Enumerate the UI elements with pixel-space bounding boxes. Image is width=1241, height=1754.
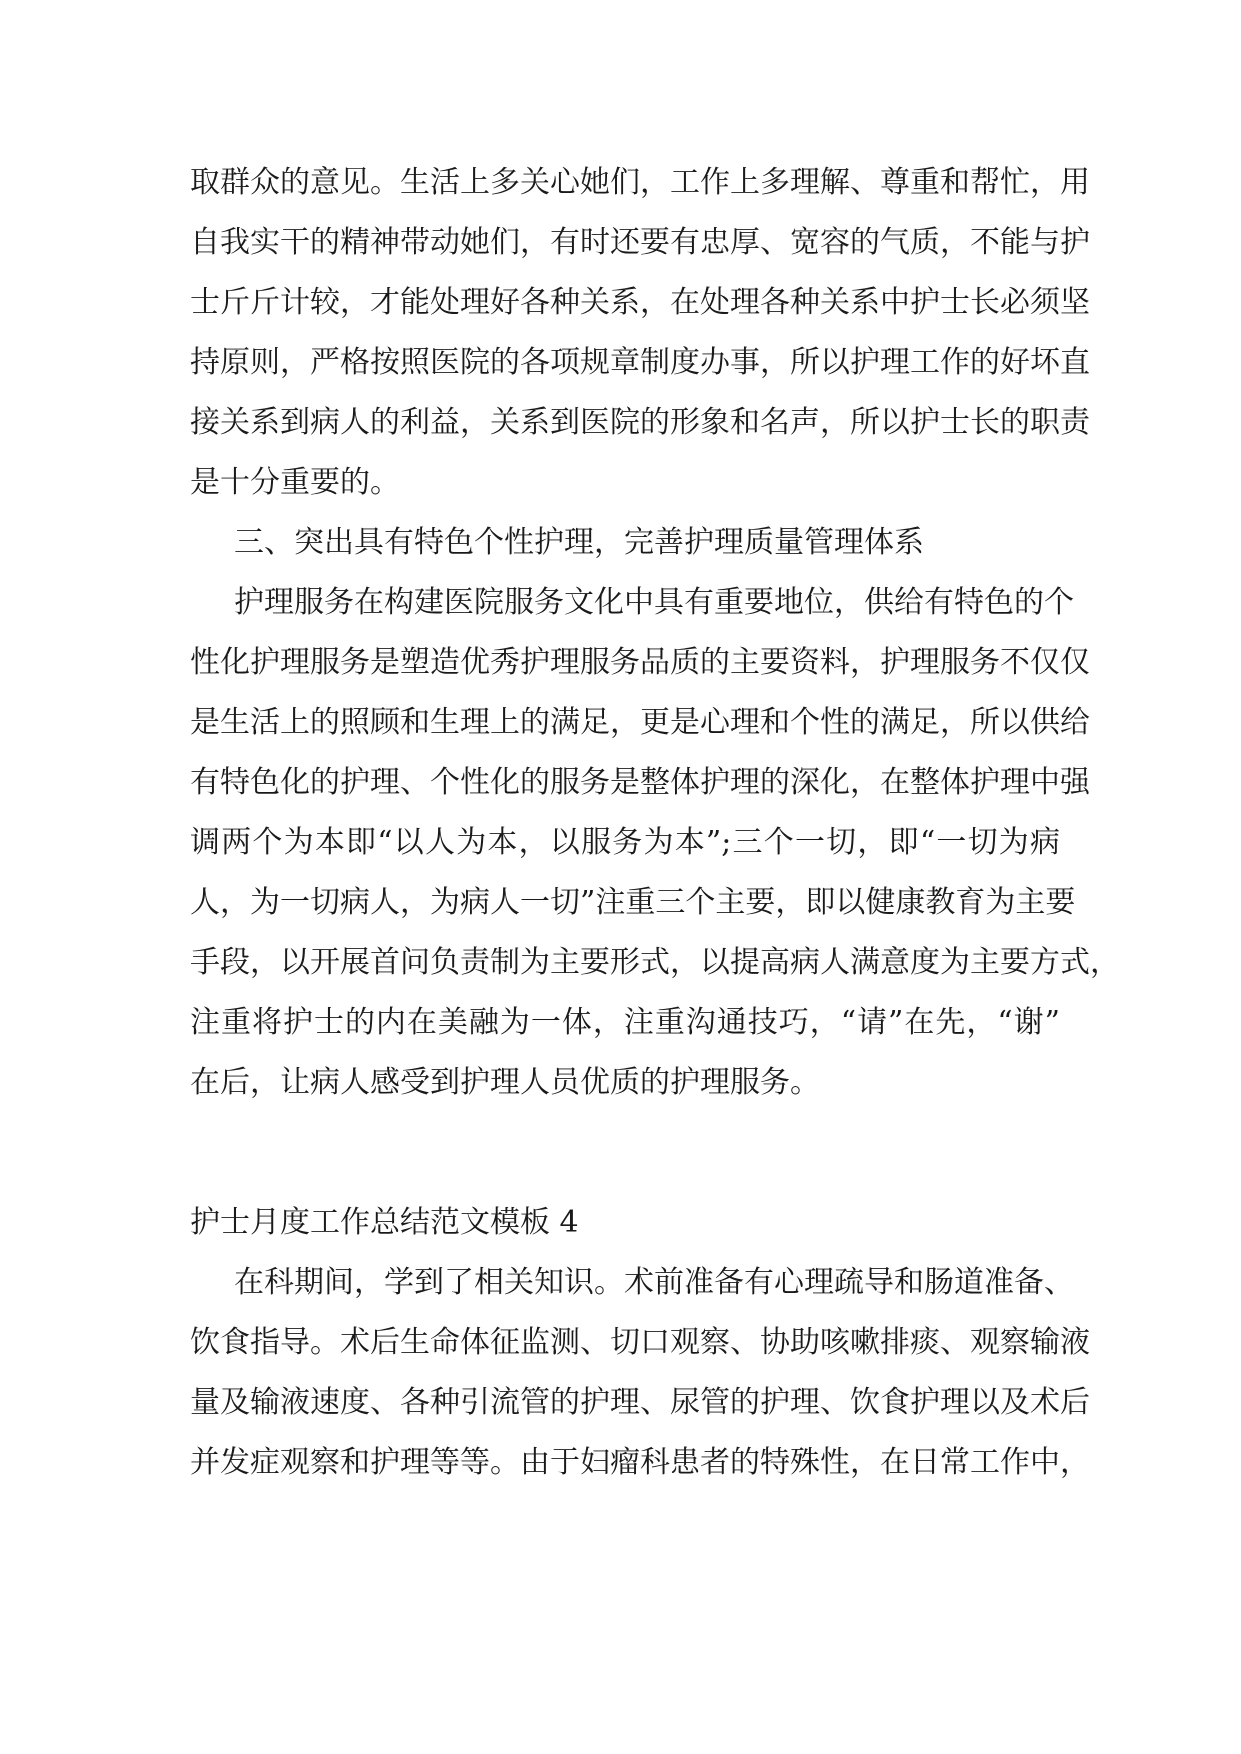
text-line: 量及输液速度、各种引流管的护理、尿管的护理、饮食护理以及术后 [190,1385,1090,1420]
text-line: 调两个为本即“以人为本，以服务为本”;三个一切，即“一切为病 [190,825,1060,860]
text-line: 持原则，严格按照医院的各项规章制度办事，所以护理工作的好坏直 [190,345,1090,380]
text-line: 在后，让病人感受到护理人员优质的护理服务。 [190,1065,820,1100]
text-line: 接关系到病人的利益，关系到医院的形象和名声，所以护士长的职责 [190,405,1090,440]
text-line: 是十分重要的。 [190,465,400,500]
text-line: 取群众的意见。生活上多关心她们，工作上多理解、尊重和帮忙，用 [190,165,1090,200]
text-line: 是生活上的照顾和生理上的满足，更是心理和个性的满足，所以供给 [190,705,1090,740]
text-line: 在科期间，学到了相关知识。术前准备有心理疏导和肠道准备、 [234,1265,1074,1300]
text-line: 饮食指导。术后生命体征监测、切口观察、协助咳嗽排痰、观察输液 [190,1325,1090,1360]
document-title: 护士月度工作总结范文模板 4 [190,1205,579,1240]
text-line: 护理服务在构建医院服务文化中具有重要地位，供给有特色的个 [234,585,1074,620]
text-line: 自我实干的精神带动她们，有时还要有忠厚、宽容的气质，不能与护 [190,225,1090,260]
text-line: 手段，以开展首问负责制为主要形式，以提高病人满意度为主要方式， [190,945,1120,980]
text-line: 性化护理服务是塑造优秀护理服务品质的主要资料，护理服务不仅仅 [190,645,1090,680]
text-line: 士斤斤计较，才能处理好各种关系，在处理各种关系中护士长必须坚 [190,285,1090,320]
text-line: 人，为一切病人，为病人一切”注重三个主要，即以健康教育为主要 [190,885,1076,920]
text-line: 并发症观察和护理等等。由于妇瘤科患者的特殊性，在日常工作中， [190,1445,1090,1480]
section-heading: 三、突出具有特色个性护理，完善护理质量管理体系 [234,525,924,560]
text-line: 有特色化的护理、个性化的服务是整体护理的深化，在整体护理中强 [190,765,1090,800]
text-line: 注重将护士的内在美融为一体，注重沟通技巧，“请”在先，“谢” [190,1005,1060,1040]
